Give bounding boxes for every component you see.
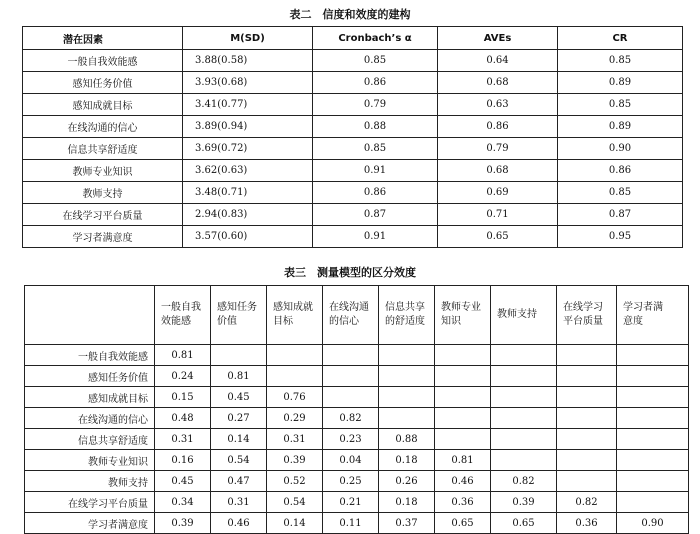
table2-value-cell: 0.68 [438, 160, 558, 182]
table3-value-cell [617, 408, 689, 429]
table2-factor-cell: 一般自我效能感 [23, 50, 183, 72]
table3-value-cell: 0.11 [323, 513, 379, 534]
table3-row [25, 513, 689, 534]
table3-value-cell [491, 408, 557, 429]
table3-header-corner [25, 286, 155, 345]
table3-value-cell [435, 387, 491, 408]
table2-row [23, 116, 683, 138]
table2-value-cell: 0.85 [558, 50, 683, 72]
table3-value-cell: 0.65 [491, 513, 557, 534]
table3-header-line: 感知成就 [273, 302, 313, 313]
table3-value-cell [617, 345, 689, 366]
table3-value-cell: 0.82 [323, 408, 379, 429]
table3-row [25, 471, 689, 492]
table3-header-row [25, 286, 689, 345]
table3-header-line: 价值 [217, 316, 237, 327]
table3-value-cell [617, 492, 689, 513]
table3-value-cell [267, 345, 323, 366]
table2-value-cell: 0.88 [313, 116, 438, 138]
table2-value-cell: 0.79 [438, 138, 558, 160]
table3-value-cell [491, 366, 557, 387]
table3-value-cell [617, 387, 689, 408]
table3-value-cell: 0.18 [379, 450, 435, 471]
table3-value-cell [491, 345, 557, 366]
table3-row-label: 在线学习平台质量 [25, 492, 155, 513]
table3-value-cell [211, 345, 267, 366]
table3-value-cell [557, 471, 617, 492]
table2-value-cell: 0.87 [558, 204, 683, 226]
table2-value-cell: 0.86 [313, 72, 438, 94]
table2-value-cell: 0.85 [313, 138, 438, 160]
discriminant-validity-table [24, 285, 689, 534]
table3-value-cell: 0.14 [267, 513, 323, 534]
table3-value-cell [379, 408, 435, 429]
table3-value-cell: 0.46 [211, 513, 267, 534]
table3-header-line: 教师支持 [497, 309, 537, 320]
table3-value-cell: 0.54 [267, 492, 323, 513]
table3-value-cell: 0.81 [435, 450, 491, 471]
table2-header-cronbach: Cronbach’s α [313, 27, 438, 50]
table3-value-cell: 0.47 [211, 471, 267, 492]
table2-value-cell: 0.64 [438, 50, 558, 72]
table2-value-cell: 0.86 [313, 182, 438, 204]
table3-value-cell: 0.81 [211, 366, 267, 387]
table2-value-cell: 0.89 [558, 116, 683, 138]
table3-header-line: 信息共享 [385, 302, 425, 313]
table3-header-line: 学习者满 [623, 302, 663, 313]
table3-value-cell: 0.54 [211, 450, 267, 471]
table3-value-cell [435, 429, 491, 450]
table3-value-cell: 0.52 [267, 471, 323, 492]
table3-value-cell: 0.25 [323, 471, 379, 492]
table2-row [23, 160, 683, 182]
table3-header-line: 目标 [273, 316, 293, 327]
table2-value-cell: 3.57(0.60) [183, 226, 313, 248]
table2-row [23, 204, 683, 226]
table3-value-cell: 0.16 [155, 450, 211, 471]
table2-factor-cell: 学习者满意度 [23, 226, 183, 248]
table2-value-cell: 0.95 [558, 226, 683, 248]
table2-row [23, 138, 683, 160]
table3-header-line: 教师专业 [441, 302, 481, 313]
table3-header-cell [267, 286, 323, 345]
table2-value-cell: 0.91 [313, 160, 438, 182]
table3-header-cell [617, 286, 689, 345]
table2-value-cell: 0.63 [438, 94, 558, 116]
table2-value-cell: 3.89(0.94) [183, 116, 313, 138]
table3-value-cell [323, 366, 379, 387]
table3-header-line: 在线学习 [563, 302, 603, 313]
table3-header-cell [435, 286, 491, 345]
table3-value-cell: 0.82 [557, 492, 617, 513]
table3-value-cell: 0.31 [211, 492, 267, 513]
table3-value-cell: 0.39 [155, 513, 211, 534]
table3-value-cell [491, 429, 557, 450]
table3-header-cell [323, 286, 379, 345]
table2-factor-cell: 教师专业知识 [23, 160, 183, 182]
table3-value-cell: 0.18 [379, 492, 435, 513]
table3-value-cell: 0.31 [267, 429, 323, 450]
table2-header-cr: CR [558, 27, 683, 50]
table3-value-cell [617, 450, 689, 471]
table3-row [25, 387, 689, 408]
table3-header-cell [211, 286, 267, 345]
table2-value-cell: 0.79 [313, 94, 438, 116]
table3-row [25, 492, 689, 513]
table2-value-cell: 0.85 [558, 182, 683, 204]
table3-header-line: 的舒适度 [385, 316, 425, 327]
table3-value-cell: 0.36 [435, 492, 491, 513]
table3-header-line: 感知任务 [217, 302, 257, 313]
table3-value-cell [491, 450, 557, 471]
table3-value-cell: 0.26 [379, 471, 435, 492]
table2-factor-cell: 在线学习平台质量 [23, 204, 183, 226]
table3-value-cell [267, 366, 323, 387]
table3-value-cell [379, 345, 435, 366]
table3-header-cell [557, 286, 617, 345]
table3-value-cell: 0.82 [491, 471, 557, 492]
table3-value-cell [617, 471, 689, 492]
table3-value-cell: 0.34 [155, 492, 211, 513]
table3-value-cell [379, 366, 435, 387]
table2-value-cell: 0.85 [558, 94, 683, 116]
table3-value-cell: 0.23 [323, 429, 379, 450]
table3-value-cell: 0.45 [211, 387, 267, 408]
table3-value-cell [323, 387, 379, 408]
table3-header-line: 一般自我 [161, 302, 201, 313]
table3-row-label: 一般自我效能感 [25, 345, 155, 366]
table3-value-cell: 0.29 [267, 408, 323, 429]
table3-caption: 表三 测量模型的区分效度 [284, 266, 416, 279]
table2-header-msd: M(SD) [183, 27, 313, 50]
table3-value-cell: 0.65 [435, 513, 491, 534]
table3-value-cell [557, 450, 617, 471]
table3-header-line: 效能感 [161, 316, 191, 327]
table3-row [25, 450, 689, 471]
table3-header-line: 意度 [623, 316, 643, 327]
table3-value-cell [435, 345, 491, 366]
table3-value-cell: 0.14 [211, 429, 267, 450]
table3-value-cell [557, 345, 617, 366]
table3-row-label: 信息共享舒适度 [25, 429, 155, 450]
table3-value-cell: 0.45 [155, 471, 211, 492]
table3-row [25, 345, 689, 366]
table2-factor-cell: 信息共享舒适度 [23, 138, 183, 160]
table2-value-cell: 3.41(0.77) [183, 94, 313, 116]
table2-row [23, 226, 683, 248]
table2-header-aves: AVEs [438, 27, 558, 50]
table3-value-cell [617, 366, 689, 387]
table2-value-cell: 0.85 [313, 50, 438, 72]
table3-value-cell: 0.24 [155, 366, 211, 387]
table2-row [23, 182, 683, 204]
table3-value-cell: 0.46 [435, 471, 491, 492]
table3-value-cell: 0.81 [155, 345, 211, 366]
table3-value-cell [557, 387, 617, 408]
table2-value-cell: 0.87 [313, 204, 438, 226]
table3-value-cell: 0.15 [155, 387, 211, 408]
table3-row-label: 教师支持 [25, 471, 155, 492]
table2-value-cell: 0.86 [558, 160, 683, 182]
table2-value-cell: 0.86 [438, 116, 558, 138]
table3-value-cell [435, 408, 491, 429]
table3-row-label: 感知成就目标 [25, 387, 155, 408]
table3-row-label: 学习者满意度 [25, 513, 155, 534]
table3-value-cell [557, 408, 617, 429]
table2-factor-cell: 感知成就目标 [23, 94, 183, 116]
table3-header-line: 的信心 [329, 316, 359, 327]
table3-value-cell [557, 429, 617, 450]
table3-value-cell: 0.39 [491, 492, 557, 513]
table3-value-cell: 0.36 [557, 513, 617, 534]
table2-value-cell: 0.68 [438, 72, 558, 94]
table3-value-cell [617, 429, 689, 450]
table2-header-row [23, 27, 683, 50]
table3-header-cell [379, 286, 435, 345]
table2-value-cell: 2.94(0.83) [183, 204, 313, 226]
table2-value-cell: 0.65 [438, 226, 558, 248]
table3-header-line: 平台质量 [563, 316, 603, 327]
table3-row [25, 429, 689, 450]
table3-value-cell [557, 366, 617, 387]
table3-header-line: 知识 [441, 316, 461, 327]
table3-value-cell [435, 366, 491, 387]
table2-value-cell: 3.69(0.72) [183, 138, 313, 160]
table3-value-cell [323, 345, 379, 366]
table2-row [23, 50, 683, 72]
table2-factor-cell: 感知任务价值 [23, 72, 183, 94]
table2-value-cell: 0.69 [438, 182, 558, 204]
table3-value-cell: 0.76 [267, 387, 323, 408]
table2-factor-cell: 在线沟通的信心 [23, 116, 183, 138]
table2-header-factor: 潜在因素 [23, 27, 183, 50]
table3-value-cell [379, 387, 435, 408]
table3-header-line: 在线沟通 [329, 302, 369, 313]
table2-factor-cell: 教师支持 [23, 182, 183, 204]
table2-value-cell: 3.48(0.71) [183, 182, 313, 204]
table3-header-cell [155, 286, 211, 345]
table2-value-cell: 0.90 [558, 138, 683, 160]
table2-caption: 表二 信度和效度的建构 [289, 8, 411, 21]
table2-value-cell: 0.91 [313, 226, 438, 248]
table3-value-cell: 0.48 [155, 408, 211, 429]
table3-value-cell: 0.90 [617, 513, 689, 534]
table2-value-cell: 0.89 [558, 72, 683, 94]
table2-row [23, 72, 683, 94]
table3-row [25, 408, 689, 429]
table3-value-cell: 0.39 [267, 450, 323, 471]
table2-value-cell: 3.93(0.68) [183, 72, 313, 94]
table3-value-cell: 0.04 [323, 450, 379, 471]
table3-value-cell: 0.37 [379, 513, 435, 534]
table3-row-label: 教师专业知识 [25, 450, 155, 471]
table3-row-label: 感知任务价值 [25, 366, 155, 387]
table2-value-cell: 3.62(0.63) [183, 160, 313, 182]
table2-value-cell: 3.88(0.58) [183, 50, 313, 72]
table2-value-cell: 0.71 [438, 204, 558, 226]
table3-value-cell [491, 387, 557, 408]
table3-value-cell: 0.31 [155, 429, 211, 450]
reliability-validity-table [22, 26, 683, 248]
table3-value-cell: 0.88 [379, 429, 435, 450]
table3-row [25, 366, 689, 387]
table3-row-label: 在线沟通的信心 [25, 408, 155, 429]
table2-row [23, 94, 683, 116]
table3-header-cell [491, 286, 557, 345]
table3-value-cell: 0.21 [323, 492, 379, 513]
table3-value-cell: 0.27 [211, 408, 267, 429]
